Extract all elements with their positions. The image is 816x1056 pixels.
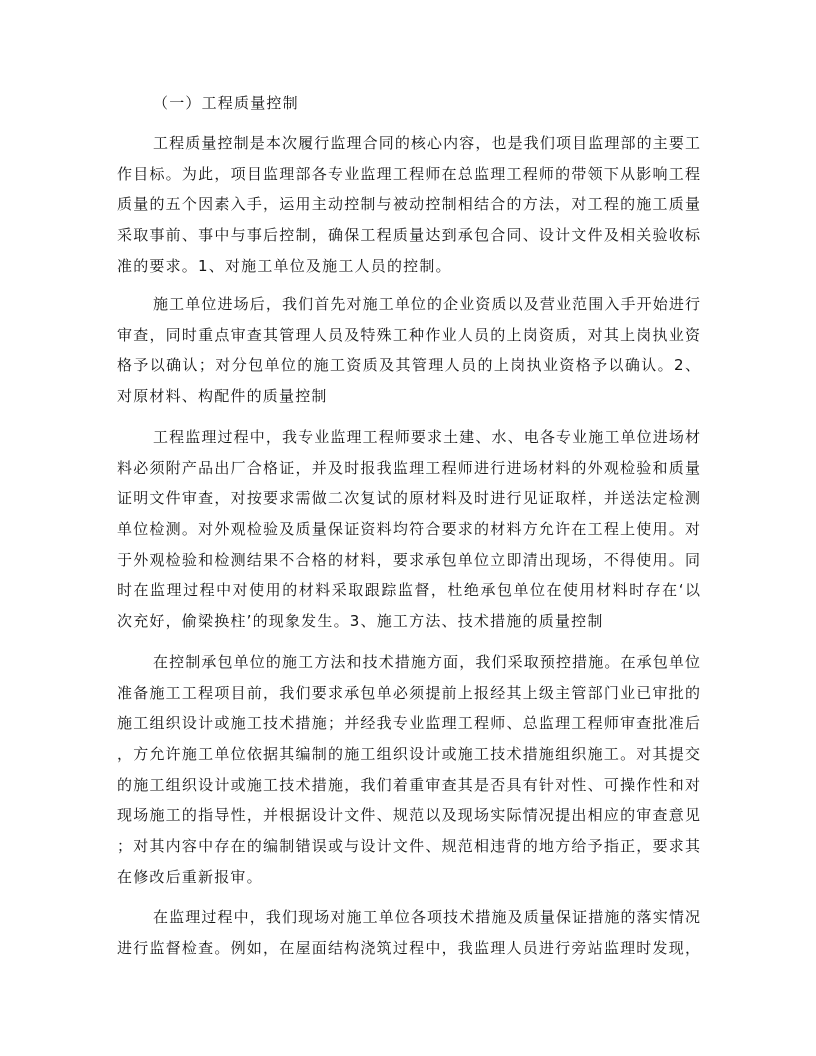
paragraph-methods-control: [117, 647, 700, 893]
text-line: 质量的五个因素入手，运用主动控制与被动控制相结合的方法，对工程的施工质量: [117, 195, 700, 214]
text-line: 在监理过程中，我们现场对施工单位各项技术措施及质量保证措施的落实情况: [153, 908, 700, 926]
paragraph-supervision-inspection: [117, 902, 700, 963]
text-line: 在控制承包单位的施工方法和技术措施方面，我们采取预控措施。在承包单位: [153, 653, 700, 671]
text-line: 料必须附产品出厂合格证，并及时报我监理工程师进行进场材料的外观检验和质量: [117, 458, 700, 477]
text-line: 准备施工工程项目前，我们要求承包单必须提前上报经其上级主管部门业已审批的: [117, 683, 700, 702]
text-line: 工程质量控制是本次履行监理合同的核心内容，也是我们项目监理部的主要工: [153, 134, 700, 152]
text-line: 审查，同时重点审查其管理人员及特殊工种作业人员的上岗资质，对其上岗执业资: [117, 325, 700, 344]
text-line: ，方允许施工单位依据其编制的施工组织设计或施工技术措施组织施工。对其提交: [117, 745, 700, 764]
text-line: 时在监理过程中对使用的材料采取跟踪监督，杜绝承包单位在使用材料时存在‘以: [117, 581, 700, 600]
text-line: 证明文件审查，对按要求需做二次复试的原材料及时进行见证取样，并送法定检测: [117, 489, 700, 508]
text-line: 进行监督检查。例如，在屋面结构浇筑过程中，我监理人员进行旁站监理时发现，: [117, 938, 700, 957]
text-line: 采取事前、事中与事后控制，确保工程质量达到承包合同、设计文件及相关验收标: [117, 226, 700, 245]
text-line: ；对其内容中存在的编制错误或与设计文件、规范相违背的地方给予指正，要求其: [117, 837, 700, 856]
text-line: 施工单位进场后，我们首先对施工单位的企业资质以及营业范围入手开始进行: [153, 295, 700, 313]
text-line: 次充好，偷梁换柱’的现象发生。3、施工方法、技术措施的质量控制: [117, 612, 604, 631]
text-line: 单位检测。对外观检验及质量保证资料均符合要求的材料方允许在工程上使用。对: [117, 520, 700, 539]
text-line: 工程监理过程中，我专业监理工程师要求土建、水、电各专业施工单位进场材: [153, 428, 700, 446]
text-line: 对原材料、构配件的质量控制: [117, 387, 328, 406]
text-line: 于外观检验和检测结果不合格的材料，要求承包单位立即清出现场，不得使用。同: [117, 550, 700, 569]
text-line: 的施工组织设计或施工技术措施，我们着重审查其是否具有针对性、可操作性和对: [117, 775, 700, 794]
paragraph-quality-control-intro: [117, 128, 700, 281]
text-line: 格予以确认；对分包单位的施工资质及其管理人员的上岗执业资格予以确认。2、: [117, 356, 700, 375]
text-line: 施工组织设计或施工技术措施；并经我专业监理工程师、总监理工程师审查批准后: [117, 714, 700, 733]
text-line: 作目标。为此，项目监理部各专业监理工程师在总监理工程师的带领下从影响工程: [117, 164, 700, 183]
section-heading: （一）工程质量控制: [153, 94, 299, 112]
text-line: 在修改后重新报审。: [117, 867, 263, 886]
text-line: 现场施工的指导性，并根据设计文件、规范以及现场实际情况提出相应的审查意见: [117, 806, 700, 825]
text-line: 准的要求。1、对施工单位及施工人员的控制。: [117, 256, 452, 275]
paragraph-materials-control: [117, 422, 700, 637]
paragraph-contractor-control: [117, 289, 700, 412]
